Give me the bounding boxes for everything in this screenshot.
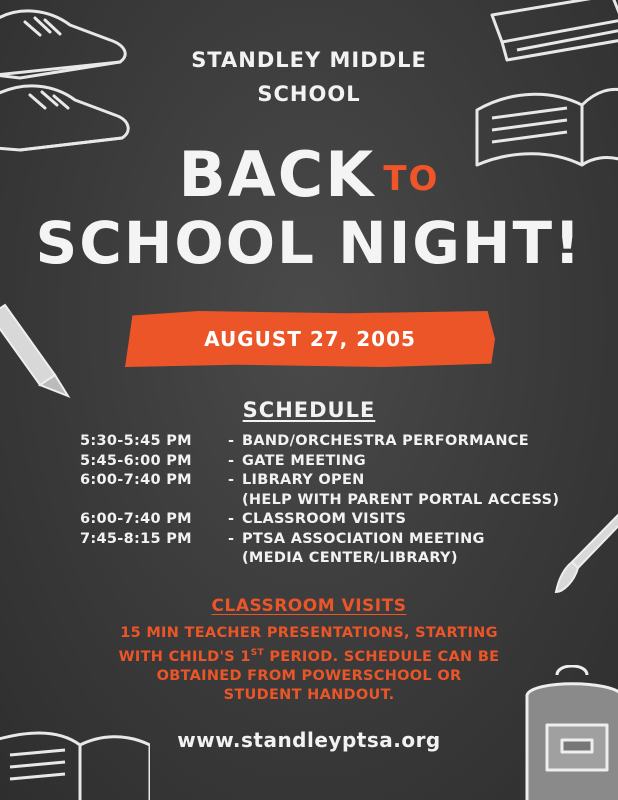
visits-line1: 15 MIN TEACHER PRESENTATIONS, STARTING [120, 625, 498, 641]
website-link[interactable]: www.standleyptsa.org [177, 728, 441, 752]
schedule-desc: GATE MEETING [242, 452, 367, 469]
schedule-row [80, 452, 580, 472]
schedule-time [80, 549, 228, 569]
pencil-icon [0, 300, 80, 410]
schedule-desc: (MEDIA CENTER/LIBRARY) [242, 550, 458, 566]
schedule-dash [228, 549, 242, 569]
schedule-title: SCHEDULE [242, 398, 376, 422]
visits-line2 [100, 644, 518, 667]
schedule-dash: - [228, 433, 235, 449]
headline-back: BACK [178, 138, 376, 211]
headline-line1 [0, 138, 618, 216]
headline-to: TO [383, 158, 440, 199]
schedule-row [80, 432, 580, 452]
schedule-dash [228, 491, 242, 511]
visits-line2-sup: ST [250, 647, 264, 658]
schedule-desc: BAND/ORCHESTRA PERFORMANCE [242, 433, 529, 449]
schedule-desc: CLASSROOM VISITS [242, 511, 407, 527]
visits-line3: OBTAINED FROM POWERSCHOOL OR [156, 667, 462, 684]
school-name-line2: SCHOOL [257, 82, 361, 106]
schedule-dash: - [228, 530, 235, 547]
headline-line2: SCHOOL NIGHT! [35, 209, 583, 277]
visits-line4: STUDENT HANDOUT. [223, 687, 395, 704]
schedule-time: 6:00-7:40 PM [80, 472, 192, 488]
schedule-time: 5:45-6:00 PM [80, 452, 192, 469]
schedule-time: 7:45-8:15 PM [80, 530, 192, 547]
visits-line2-post: PERIOD. SCHEDULE CAN BE [263, 648, 500, 665]
classroom-visits-body [100, 624, 518, 706]
schedule-desc: LIBRARY OPEN [242, 472, 365, 488]
schedule-dash: - [228, 472, 235, 488]
schedule-row [80, 510, 580, 530]
schedule-row [80, 530, 580, 550]
schedule-list [80, 432, 580, 569]
event-date: AUGUST 27, 2005 [204, 327, 416, 351]
school-name-line1: STANDLEY MIDDLE [191, 48, 427, 72]
schedule-time: 5:30-5:45 PM [80, 433, 192, 449]
schedule-time [80, 491, 228, 511]
classroom-visits-title: CLASSROOM VISITS [211, 596, 407, 616]
schedule-row [80, 471, 580, 491]
schedule-row [80, 549, 580, 569]
schedule-desc: PTSA ASSOCIATION MEETING [242, 530, 485, 547]
schedule-row [80, 491, 580, 511]
schedule-desc: (HELP WITH PARENT PORTAL ACCESS) [242, 491, 560, 508]
schedule-time: 6:00-7:40 PM [80, 511, 192, 527]
visits-line2-pre: WITH CHILD'S 1 [118, 648, 251, 665]
schedule-dash: - [228, 511, 235, 527]
schedule-dash: - [228, 452, 235, 469]
